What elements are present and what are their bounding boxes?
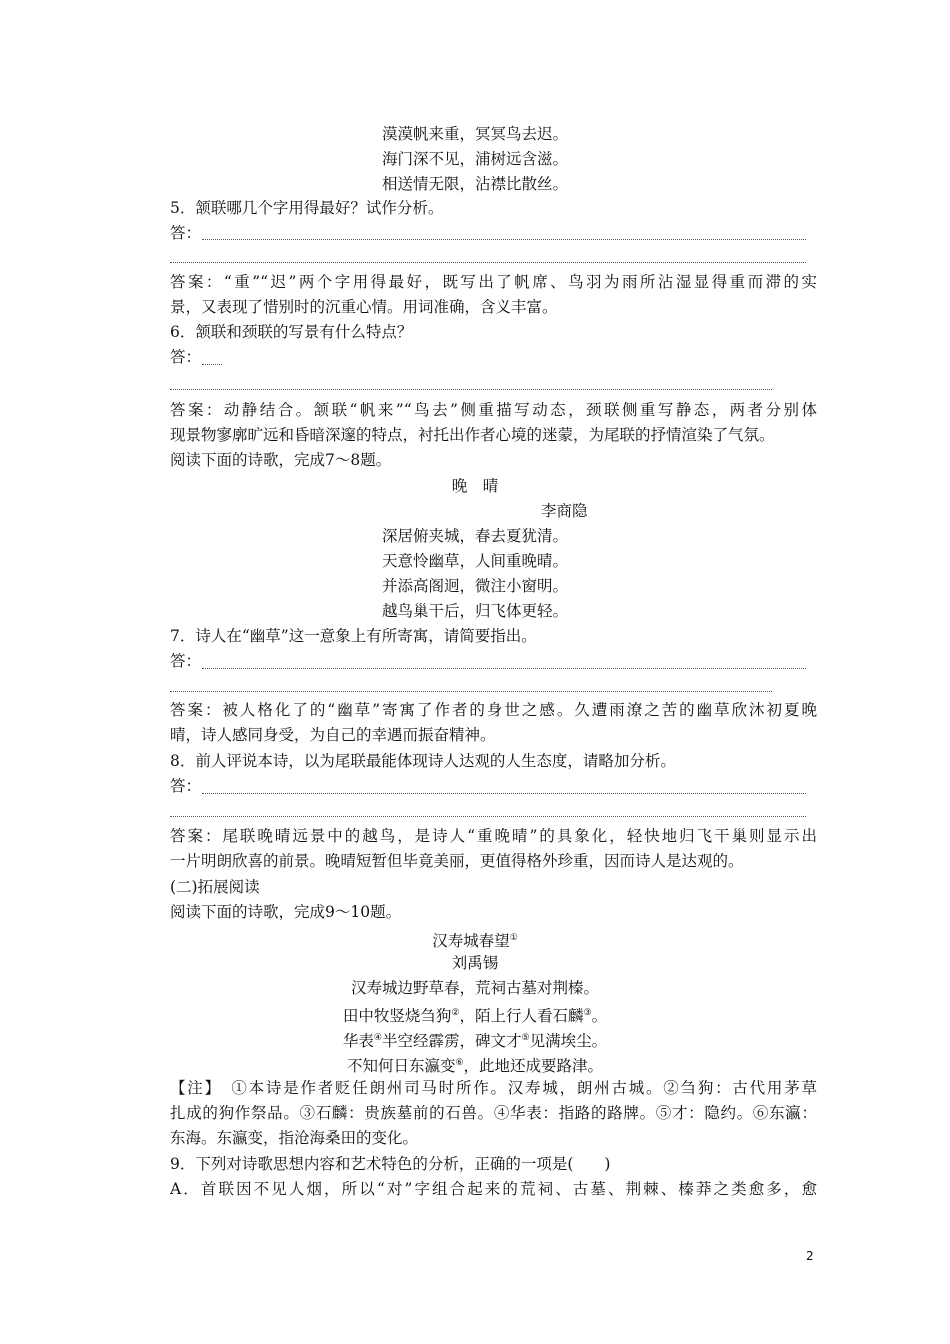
page-number: 2 bbox=[806, 1249, 814, 1263]
q6-answer-line-2 bbox=[170, 389, 772, 390]
poem2-line-4: 越鸟巢干后，归飞体更轻。 bbox=[381, 602, 568, 620]
poem1-line-1: 漠漠帆来重，冥冥鸟去迟。 bbox=[381, 125, 568, 143]
poem1-line-3: 相送情无限，沾襟比散丝。 bbox=[381, 175, 568, 193]
q6-answer-text-1: 答案：动静结合。颔联“帆来”“鸟去”侧重描写动态，颈联侧重写静态，两者分别体 bbox=[170, 401, 817, 419]
poem3-author: 刘禹锡 bbox=[451, 954, 499, 972]
poem3-line-4: 不知何日东瀛变⑥，此地还成要路津。 bbox=[346, 1057, 604, 1075]
poem2-author: 李商隐 bbox=[541, 502, 588, 520]
q5-answer-text-1: 答案：“重”“迟”两个字用得最好，既写出了帆席、鸟羽为雨所沾湿显得重而滞的实 bbox=[170, 273, 817, 291]
q9-option-a: A．首联因不见人烟，所以“对”字组合起来的荒祠、古墓、荆棘、榛莽之类愈多，愈 bbox=[170, 1180, 817, 1198]
q7-answer-text-1: 答案：被人格化了的“幽草”寄寓了作者的身世之感。久遭雨潦之苦的幽草欣沐初夏晚 bbox=[170, 701, 817, 719]
q5-answer-text-2: 景，又表现了惜别时的沉重心情。用词准确，含义丰富。 bbox=[170, 298, 558, 316]
reading-intro-9-10: 阅读下面的诗歌，完成9～10题。 bbox=[170, 903, 402, 921]
notes-line-3: 东海。东瀛变，指沧海桑田的变化。 bbox=[170, 1129, 419, 1147]
poem3-title-note: ① bbox=[509, 933, 518, 943]
poem3-line-3: 华表④半空经霹雳，碑文才⑤见满埃尘。 bbox=[342, 1032, 608, 1050]
q6-answer-line-1 bbox=[202, 364, 222, 365]
poem2-title: 晚 晴 bbox=[451, 477, 499, 495]
question-5: 5．颔联哪几个字用得最好？试作分析。 bbox=[170, 199, 444, 217]
q7-answer-text-2: 晴，诗人感同身受，为自己的幸遇而振奋精神。 bbox=[170, 726, 496, 744]
poem2-line-3: 并添高阁迥，微注小窗明。 bbox=[381, 577, 568, 595]
question-8: 8．前人评说本诗，以为尾联最能体现诗人达观的人生态度，请略加分析。 bbox=[170, 752, 676, 770]
reading-intro-7-8: 阅读下面的诗歌，完成7～8题。 bbox=[170, 451, 392, 469]
q6-answer-label: 答： bbox=[170, 348, 202, 366]
q7-answer-line-1 bbox=[202, 668, 806, 669]
question-7: 7．诗人在“幽草”这一意象上有所寄寓，请简要指出。 bbox=[170, 627, 537, 645]
q5-answer-line-1 bbox=[202, 239, 806, 240]
q6-answer-text-2: 现景物寥廓旷远和昏暗深邃的特点，衬托出作者心境的迷蒙，为尾联的抒情渲染了气氛。 bbox=[170, 426, 775, 444]
poem1-line-2: 海门深不见，浦树远含滋。 bbox=[381, 150, 568, 168]
question-9: 9．下列对诗歌思想内容和艺术特色的分析，正确的一项是( ) bbox=[170, 1155, 611, 1173]
q5-answer-line-2 bbox=[170, 262, 806, 263]
q8-answer-label: 答： bbox=[170, 777, 202, 795]
notes-line-2: 扎成的狗作祭品。③石麟：贵族墓前的石兽。④华表：指路的路牌。⑤才：隐约。⑥东瀛： bbox=[170, 1104, 817, 1122]
q7-answer-line-2 bbox=[170, 691, 772, 692]
poem2-line-2: 天意怜幽草，人间重晚晴。 bbox=[381, 552, 568, 570]
section-extended-reading: (二)拓展阅读 bbox=[170, 878, 260, 896]
poem3-title: 汉寿城春望① bbox=[432, 932, 518, 950]
q8-answer-line-2 bbox=[170, 816, 806, 817]
poem3-line-1: 汉寿城边野草春，荒祠古墓对荆榛。 bbox=[350, 979, 599, 997]
poem3-line-2: 田中牧竖烧刍狗②，陌上行人看石麟③。 bbox=[342, 1007, 608, 1025]
notes-line-1: 【注】 ①本诗是作者贬任朗州司马时所作。汉寿城，朗州古城。②刍狗：古代用茅草 bbox=[170, 1079, 817, 1097]
question-6: 6．颔联和颈联的写景有什么特点？ bbox=[170, 323, 413, 341]
q5-answer-label: 答： bbox=[170, 224, 202, 242]
poem2-line-1: 深居俯夹城，春去夏犹清。 bbox=[381, 527, 568, 545]
q8-answer-text-1: 答案：尾联晚晴远景中的越鸟，是诗人“重晚晴”的具象化，轻快地归飞干巢则显示出 bbox=[170, 827, 817, 845]
q8-answer-line-1 bbox=[202, 793, 806, 794]
q8-answer-text-2: 一片明朗欣喜的前景。晚晴短暂但毕竟美丽，更值得格外珍重，因而诗人是达观的。 bbox=[170, 852, 744, 870]
q7-answer-label: 答： bbox=[170, 652, 202, 670]
